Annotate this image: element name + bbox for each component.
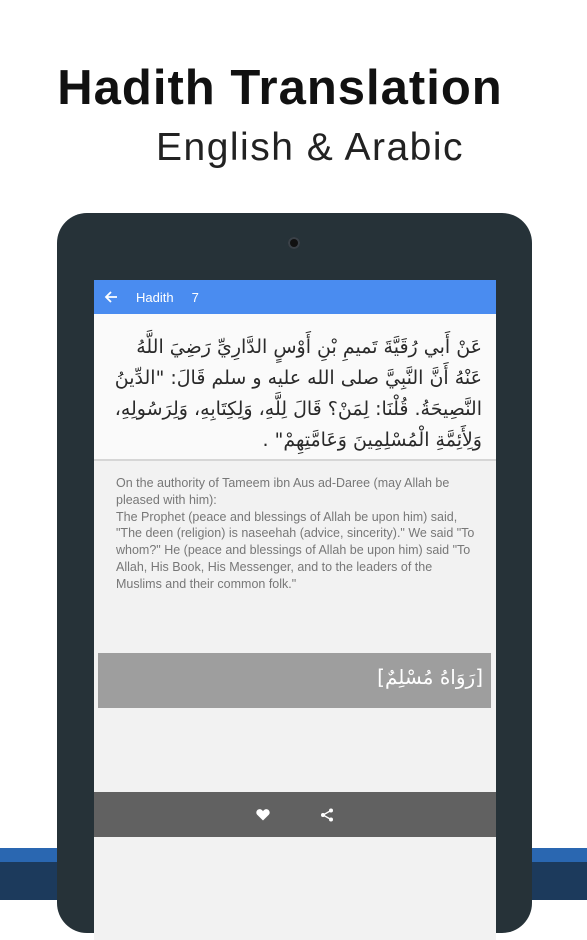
action-bar (94, 792, 496, 837)
app-bar (94, 280, 496, 314)
heart-icon (256, 808, 270, 821)
promo-headline: Hadith Translation (57, 61, 503, 115)
camera-icon (288, 237, 300, 249)
page-title: Hadith (136, 289, 174, 305)
arrow-left-icon[interactable] (94, 280, 128, 314)
narrator-reference: [رَوَاهُ مُسْلِمٌ] (377, 665, 483, 689)
promo-subheadline: English & Arabic (156, 126, 464, 169)
translation-paragraph: On the authority of Tameem ibn Aus ad-Daree (may Allah be pleased with him): The Prophet (peace and blessings of Allah be upon him) said, "The deen (religion) is naseehah (advice, sincerity)." We said "To whom?" He (peace and blessings of Allah be upon him) said "To Allah, His Book, His Messenger, and to the leaders of the Muslims and their common folk." (116, 476, 475, 591)
narrator-bar (98, 653, 491, 708)
share-icon (320, 808, 334, 822)
decorative-band-right (528, 848, 587, 900)
tablet-frame (57, 213, 532, 933)
app-screen (94, 280, 496, 940)
english-translation-text (94, 461, 496, 653)
hadith-number: 7 (191, 289, 199, 305)
favorite-button[interactable] (248, 800, 278, 830)
arabic-hadith-text: عَنْ أَبي رُقَيَّةَ تَميمِ بْنِ أَوْسٍ الدَّارِيِّ رَضِيَ اللَّهُ عَنْهُ أَنَّ النَّبِيَّ صلى الله عليه و سلم قَالَ: "الدِّينُ النَّصِيحَةُ. قُلْنَا: لِمَنْ؟ قَالَ لِلَّهِ، وَلِكِتَابِهِ، وَلِرَسُولِهِ، وَلِأَئِمَّةِ الْمُسْلِمِينَ وَعَامَّتِهِمْ" . (94, 314, 496, 461)
decorative-band-left (0, 848, 60, 900)
share-button[interactable] (312, 800, 342, 830)
